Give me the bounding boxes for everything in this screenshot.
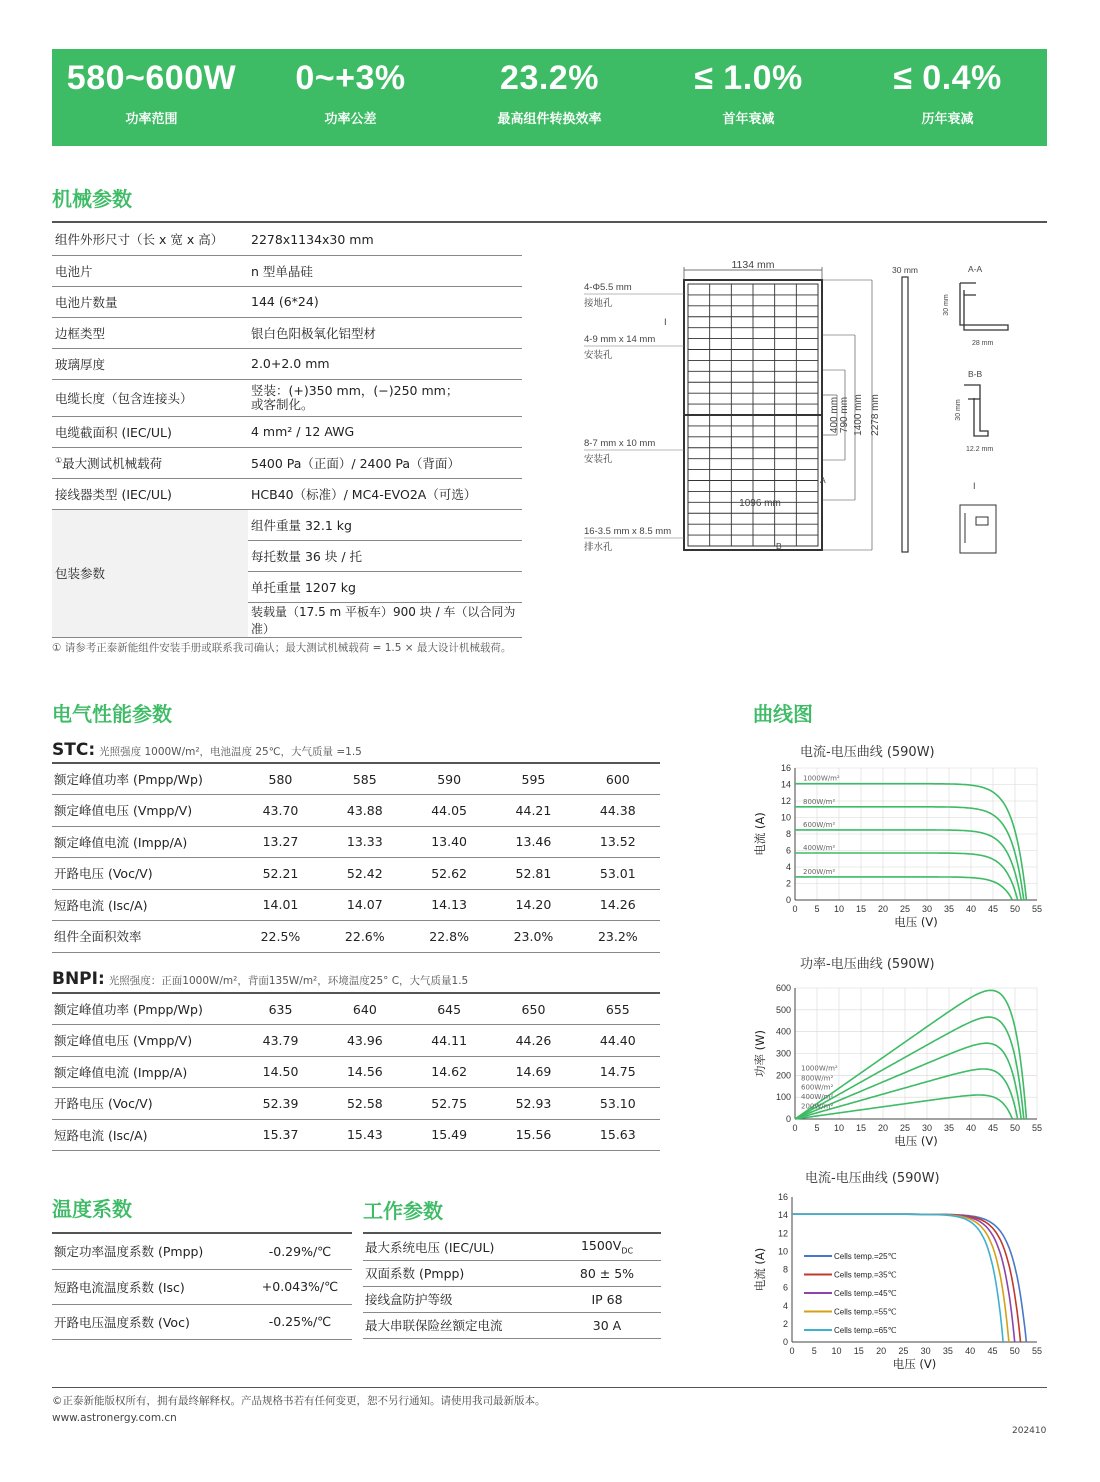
x-tick-label: 10 bbox=[831, 1346, 842, 1356]
row-value: HCB40（标准）/ MC4-EVO2A（可选） bbox=[248, 478, 522, 509]
row-key bbox=[52, 447, 248, 478]
row-value: 5400 Pa（正面）/ 2400 Pa（背面） bbox=[248, 447, 522, 478]
y-tick-label: 8 bbox=[782, 1264, 788, 1275]
document-code: 202410 bbox=[1012, 1426, 1047, 1436]
row-value bbox=[553, 1234, 661, 1260]
row-key: 短路电流 (Isc/A) bbox=[52, 889, 238, 921]
curves-heading: 曲线图 bbox=[753, 702, 813, 726]
y-axis-label: 电流 (A) bbox=[753, 812, 767, 856]
footnote-mark: ① bbox=[55, 455, 63, 465]
row-value: 14.69 bbox=[491, 1056, 575, 1088]
dimension-1400: 1400 mm bbox=[853, 394, 864, 436]
y-tick-label: 16 bbox=[777, 1192, 788, 1202]
table-row bbox=[52, 1025, 660, 1057]
x-tick-label: 45 bbox=[987, 1123, 999, 1133]
row-value: 585 bbox=[323, 763, 407, 795]
row-value: 15.56 bbox=[491, 1119, 575, 1151]
kpi-first-year-degradation bbox=[649, 49, 848, 146]
row-value: 4 mm² / 12 AWG bbox=[248, 416, 522, 447]
row-key: 电缆长度（包含连接头） bbox=[52, 379, 248, 416]
x-tick-label: 0 bbox=[792, 904, 798, 914]
x-tick-label: 30 bbox=[920, 1346, 931, 1356]
footer-divider bbox=[52, 1387, 1047, 1388]
stc-label: STC: bbox=[52, 740, 96, 760]
row-value: 23.0% bbox=[491, 921, 575, 953]
row-key: 电池片数量 bbox=[52, 286, 248, 317]
row-key: 短路电流温度系数 (Isc) bbox=[52, 1269, 248, 1304]
row-key: 组件全面积效率 bbox=[52, 921, 238, 953]
table-row bbox=[52, 1119, 660, 1151]
row-value: 14.07 bbox=[323, 889, 407, 921]
y-tick-label: 6 bbox=[782, 1282, 788, 1293]
row-value: 53.01 bbox=[576, 858, 660, 890]
table-row bbox=[52, 763, 660, 795]
mounting-hole-spec: 4-9 mm x 14 mm bbox=[584, 334, 656, 345]
row-value: 23.2% bbox=[576, 921, 660, 953]
y-tick-label: 8 bbox=[785, 829, 791, 839]
y-axis-label: 电流 (A) bbox=[753, 1247, 767, 1292]
x-tick-label: 40 bbox=[965, 1346, 976, 1356]
row-key: 电池片 bbox=[52, 255, 248, 286]
table-row bbox=[52, 858, 660, 890]
kpi-value: 23.2% bbox=[500, 59, 599, 97]
row-value: 640 bbox=[323, 993, 407, 1025]
series-label: 400W/m² bbox=[801, 1092, 834, 1101]
row-key: 开路电压 (Voc/V) bbox=[52, 1088, 238, 1120]
row-key: 开路电压 (Voc/V) bbox=[52, 858, 238, 890]
table-row bbox=[52, 286, 522, 317]
stc-table bbox=[52, 762, 660, 953]
bnpi-heading bbox=[52, 969, 468, 989]
row-key: 额定峰值电流 (Impp/A) bbox=[52, 1056, 238, 1088]
row-value: 52.39 bbox=[238, 1088, 322, 1120]
legend-entry: Cells temp.=45℃ bbox=[834, 1289, 897, 1298]
mounting-hole-label: 安装孔 bbox=[584, 350, 613, 361]
row-key: 额定峰值电压 (Vmpp/V) bbox=[52, 1025, 238, 1057]
x-tick-label: 0 bbox=[792, 1123, 798, 1133]
row-value bbox=[248, 379, 522, 416]
kpi-value: 0~+3% bbox=[295, 59, 406, 97]
y-tick-label: 10 bbox=[780, 812, 791, 823]
row-value: 30 A bbox=[553, 1312, 661, 1338]
row-key: 玻璃厚度 bbox=[52, 348, 248, 379]
section-mark-a: A bbox=[820, 475, 826, 485]
section-aa-height: 30 mm bbox=[943, 294, 950, 316]
width-dimension: 1134 mm bbox=[731, 259, 775, 271]
table-row bbox=[52, 1088, 660, 1120]
row-key: 额定峰值电流 (Impp/A) bbox=[52, 826, 238, 858]
row-value: 22.6% bbox=[323, 921, 407, 953]
panel-grid bbox=[684, 280, 822, 550]
row-value-line: 竖装：(+)350 mm，(−)250 mm； bbox=[251, 382, 459, 398]
table-row bbox=[52, 826, 660, 858]
row-value: 15.63 bbox=[576, 1119, 660, 1151]
table-row bbox=[52, 255, 522, 286]
kpi-label: 历年衰减 bbox=[921, 112, 974, 127]
table-row bbox=[52, 921, 660, 953]
section-mark-b: B bbox=[776, 541, 782, 551]
x-axis-label: 电压 (V) bbox=[894, 915, 938, 929]
y-tick-label: 14 bbox=[777, 1210, 788, 1221]
electrical-heading: 电气性能参数 bbox=[52, 702, 172, 726]
x-tick-label: 45 bbox=[987, 1346, 998, 1356]
x-tick-label: 50 bbox=[1009, 1123, 1021, 1133]
divider bbox=[52, 221, 1047, 223]
x-tick-label: 35 bbox=[942, 1346, 953, 1356]
x-tick-label: 5 bbox=[811, 1346, 817, 1356]
x-tick-label: 30 bbox=[921, 1123, 933, 1133]
row-value: n 型单晶硅 bbox=[248, 255, 522, 286]
detail-mark-i: I bbox=[664, 317, 667, 328]
x-tick-label: 40 bbox=[965, 1123, 977, 1133]
table-row bbox=[52, 509, 522, 540]
section-bb-height: 30 mm bbox=[955, 399, 962, 421]
row-value: 13.33 bbox=[323, 826, 407, 858]
module-drawing bbox=[580, 255, 1040, 560]
row-value: 44.40 bbox=[576, 1025, 660, 1057]
bnpi-table bbox=[52, 992, 660, 1151]
kpi-label: 功率范围 bbox=[125, 112, 178, 127]
bnpi-label: BNPI: bbox=[52, 969, 105, 989]
grounding-hole-label: 接地孔 bbox=[584, 298, 613, 309]
packing-value: 装载量（17.5 m 平板车）900 块 / 车（以合同为准） bbox=[248, 602, 522, 637]
table-row bbox=[52, 224, 522, 255]
y-tick-label: 0 bbox=[785, 895, 791, 905]
packing-label: 包装参数 bbox=[52, 509, 248, 637]
row-value: 14.01 bbox=[238, 889, 322, 921]
table-row bbox=[52, 416, 522, 447]
row-value: 13.40 bbox=[407, 826, 491, 858]
section-aa-width: 28 mm bbox=[972, 340, 994, 347]
iv-chart-irradiance bbox=[752, 760, 1047, 942]
x-tick-label: 40 bbox=[965, 904, 977, 914]
legend-entry: Cells temp.=65℃ bbox=[834, 1326, 897, 1335]
kpi-power-range bbox=[52, 49, 251, 146]
row-key: 短路电流 (Isc/A) bbox=[52, 1119, 238, 1151]
packing-value: 组件重量 32.1 kg bbox=[248, 509, 522, 540]
series-label: 1000W/m² bbox=[803, 774, 840, 783]
legend-entry: Cells temp.=35℃ bbox=[834, 1270, 897, 1280]
row-value: 655 bbox=[576, 993, 660, 1025]
row-value: 13.27 bbox=[238, 826, 322, 858]
table-row bbox=[52, 795, 660, 827]
x-tick-label: 20 bbox=[877, 904, 889, 914]
row-value: 14.75 bbox=[576, 1056, 660, 1088]
table-row bbox=[52, 348, 522, 379]
x-tick-label: 15 bbox=[855, 904, 867, 914]
table-row bbox=[52, 1234, 352, 1269]
row-value: 53.10 bbox=[576, 1088, 660, 1120]
row-value: 43.79 bbox=[238, 1025, 322, 1057]
y-tick-label: 300 bbox=[775, 1048, 791, 1059]
website-link[interactable]: www.astronergy.com.cn bbox=[52, 1412, 177, 1424]
y-tick-label: 0 bbox=[782, 1337, 788, 1347]
row-value: 52.93 bbox=[491, 1088, 575, 1120]
mounting-hole-label-2: 安装孔 bbox=[584, 454, 613, 465]
table-row bbox=[52, 889, 660, 921]
row-value: 43.88 bbox=[323, 795, 407, 827]
iv-chart-temperature bbox=[752, 1188, 1047, 1380]
kpi-banner bbox=[52, 49, 1047, 146]
series-line bbox=[795, 830, 1021, 900]
row-key: 额定峰值电压 (Vmpp/V) bbox=[52, 795, 238, 827]
pv-chart-irradiance bbox=[752, 980, 1047, 1155]
row-value: 13.52 bbox=[576, 826, 660, 858]
table-row bbox=[52, 993, 660, 1025]
row-value: 15.37 bbox=[238, 1119, 322, 1151]
chart-title: 电流-电压曲线 (590W) bbox=[805, 1171, 940, 1186]
stc-conditions: 光照强度 1000W/m²，电池温度 25℃，大气质量 =1.5 bbox=[99, 746, 362, 758]
x-tick-label: 50 bbox=[1009, 1346, 1020, 1356]
y-tick-label: 6 bbox=[785, 845, 791, 856]
detail-i-label: I bbox=[973, 481, 976, 491]
legend-entry: Cells temp.=25℃ bbox=[834, 1252, 897, 1261]
row-value: 52.75 bbox=[407, 1088, 491, 1120]
table-row bbox=[363, 1286, 661, 1312]
side-view bbox=[902, 277, 908, 552]
x-tick-label: 15 bbox=[855, 1123, 867, 1133]
stc-heading bbox=[52, 740, 362, 760]
dimension-790: 790 mm bbox=[839, 396, 850, 434]
y-tick-label: 200 bbox=[775, 1070, 791, 1081]
row-value: 43.70 bbox=[238, 795, 322, 827]
row-value: 600 bbox=[576, 763, 660, 795]
row-key: 额定峰值功率 (Pmpp/Wp) bbox=[52, 993, 238, 1025]
kpi-label: 首年衰减 bbox=[722, 112, 775, 127]
x-tick-label: 50 bbox=[1009, 904, 1021, 914]
row-value: 44.26 bbox=[491, 1025, 575, 1057]
row-value: 650 bbox=[491, 993, 575, 1025]
y-tick-label: 12 bbox=[777, 1228, 788, 1239]
row-key: 最大系统电压 (IEC/UL) bbox=[363, 1234, 553, 1260]
table-row bbox=[52, 317, 522, 348]
series-label: 400W/m² bbox=[803, 843, 836, 852]
dimension-400: 400 mm bbox=[829, 396, 840, 434]
row-key: 接线器类型 (IEC/UL) bbox=[52, 478, 248, 509]
kpi-annual-degradation bbox=[848, 49, 1047, 146]
x-tick-label: 0 bbox=[789, 1346, 795, 1356]
row-value: 580 bbox=[238, 763, 322, 795]
y-tick-label: 14 bbox=[780, 779, 791, 790]
section-bb-width: 12.2 mm bbox=[966, 446, 994, 453]
series-line bbox=[792, 1214, 1009, 1342]
row-value: IP 68 bbox=[553, 1286, 661, 1312]
row-value: 22.8% bbox=[407, 921, 491, 953]
series-line bbox=[792, 1214, 1003, 1342]
row-value: 52.62 bbox=[407, 858, 491, 890]
table-row bbox=[363, 1234, 661, 1260]
section-bb-label: B-B bbox=[968, 369, 983, 379]
legend-entry: Cells temp.=55℃ bbox=[834, 1307, 897, 1317]
series-label: 800W/m² bbox=[801, 1074, 834, 1083]
x-tick-label: 55 bbox=[1031, 904, 1043, 914]
series-label: 1000W/m² bbox=[801, 1064, 838, 1073]
detail-i-drawing bbox=[960, 505, 996, 553]
x-tick-label: 25 bbox=[899, 904, 911, 914]
side-thickness: 30 mm bbox=[892, 265, 918, 275]
section-bb-profile bbox=[964, 385, 988, 436]
series-label: 600W/m² bbox=[803, 820, 836, 829]
row-value: 14.26 bbox=[576, 889, 660, 921]
chart-title: 电流-电压曲线 (590W) bbox=[800, 745, 935, 760]
row-value: -0.25%/℃ bbox=[248, 1304, 352, 1339]
x-tick-label: 35 bbox=[943, 904, 955, 914]
x-tick-label: 10 bbox=[833, 904, 845, 914]
row-value: 144 (6*24) bbox=[248, 286, 522, 317]
table-row bbox=[363, 1312, 661, 1338]
row-key: 接线盒防护等级 bbox=[363, 1286, 553, 1312]
y-axis-label: 功率 (W) bbox=[753, 1030, 767, 1077]
x-tick-label: 20 bbox=[877, 1123, 889, 1133]
row-value: 43.96 bbox=[323, 1025, 407, 1057]
kpi-power-tolerance bbox=[251, 49, 450, 146]
series-label: 200W/m² bbox=[803, 867, 836, 876]
x-tick-label: 35 bbox=[943, 1123, 955, 1133]
row-value: 14.62 bbox=[407, 1056, 491, 1088]
row-value: 44.11 bbox=[407, 1025, 491, 1057]
y-tick-label: 0 bbox=[785, 1114, 791, 1124]
y-tick-label: 100 bbox=[775, 1092, 791, 1103]
x-tick-label: 55 bbox=[1031, 1123, 1043, 1133]
drain-hole-spec: 16-3.5 mm x 8.5 mm bbox=[584, 526, 672, 537]
row-value: 2.0+2.0 mm bbox=[248, 348, 522, 379]
kpi-label: 最高组件转换效率 bbox=[497, 112, 602, 127]
row-value: 14.20 bbox=[491, 889, 575, 921]
y-tick-label: 12 bbox=[780, 796, 791, 806]
mechanical-table bbox=[52, 224, 522, 638]
row-value: 52.58 bbox=[323, 1088, 407, 1120]
x-tick-label: 15 bbox=[853, 1346, 864, 1356]
row-value: 645 bbox=[407, 993, 491, 1025]
row-value: -0.29%/℃ bbox=[248, 1234, 352, 1269]
row-value: 44.38 bbox=[576, 795, 660, 827]
y-tick-label: 2 bbox=[785, 878, 791, 889]
y-tick-label: 600 bbox=[775, 983, 791, 993]
temperature-table bbox=[52, 1234, 352, 1340]
row-value: 595 bbox=[491, 763, 575, 795]
x-tick-label: 25 bbox=[899, 1123, 911, 1133]
row-value: 14.56 bbox=[323, 1056, 407, 1088]
table-row bbox=[52, 379, 522, 416]
drain-hole-label: 排水孔 bbox=[584, 542, 613, 553]
row-value-text: 1500V bbox=[580, 1238, 622, 1253]
row-value: 15.49 bbox=[407, 1119, 491, 1151]
x-tick-label: 45 bbox=[987, 904, 999, 914]
kpi-value: ≤ 1.0% bbox=[694, 59, 803, 97]
table-row bbox=[52, 478, 522, 509]
x-tick-label: 5 bbox=[814, 904, 820, 914]
row-value: 52.81 bbox=[491, 858, 575, 890]
row-key-text: 最大测试机械载荷 bbox=[62, 455, 163, 471]
table-row bbox=[52, 447, 522, 478]
row-key: 额定功率温度系数 (Pmpp) bbox=[52, 1234, 248, 1269]
row-value-unit: DC bbox=[621, 1246, 634, 1256]
row-key: 最大串联保险丝额定电流 bbox=[363, 1312, 553, 1338]
row-key: 组件外形尺寸（长 x 宽 x 高） bbox=[52, 224, 248, 255]
series-label: 600W/m² bbox=[801, 1083, 834, 1092]
row-value: 52.42 bbox=[323, 858, 407, 890]
copyright: ©正泰新能版权所有，拥有最终解释权。产品规格书若有任何变更，恕不另行通知。请使用我司最新版本。 bbox=[52, 1395, 546, 1407]
table-row bbox=[52, 1269, 352, 1304]
row-value: 2278x1134x30 mm bbox=[248, 224, 522, 255]
operating-table bbox=[363, 1234, 661, 1339]
kpi-label: 功率公差 bbox=[324, 112, 377, 127]
row-value: 14.50 bbox=[238, 1056, 322, 1088]
row-value: +0.043%/℃ bbox=[248, 1269, 352, 1304]
packing-value: 单托重量 1207 kg bbox=[248, 571, 522, 602]
row-key: 额定峰值功率 (Pmpp/Wp) bbox=[52, 763, 238, 795]
dimension-2278: 2278 mm bbox=[870, 394, 881, 436]
section-aa-label: A-A bbox=[968, 264, 983, 274]
row-value: 15.43 bbox=[323, 1119, 407, 1151]
table-row bbox=[52, 1056, 660, 1088]
row-value: 52.21 bbox=[238, 858, 322, 890]
row-value: 银白色阳极氧化铝型材 bbox=[248, 317, 522, 348]
chart-title: 功率-电压曲线 (590W) bbox=[800, 957, 935, 972]
temperature-heading: 温度系数 bbox=[52, 1197, 132, 1221]
row-value: 13.46 bbox=[491, 826, 575, 858]
row-key: 双面系数 (Pmpp) bbox=[363, 1260, 553, 1286]
series-label: 200W/m² bbox=[801, 1102, 834, 1111]
y-tick-label: 500 bbox=[775, 1004, 791, 1015]
row-value-line: 或客制化。 bbox=[251, 396, 314, 412]
table-row bbox=[52, 1304, 352, 1339]
row-value: 635 bbox=[238, 993, 322, 1025]
footnote: ① 请参考正泰新能组件安装手册或联系我司确认；最大测试机械载荷 = 1.5 × 最大设计机械载荷。 bbox=[52, 642, 512, 654]
row-value: 22.5% bbox=[238, 921, 322, 953]
series-label: 800W/m² bbox=[803, 797, 836, 806]
x-tick-label: 20 bbox=[876, 1346, 887, 1356]
mounting-hole-spec-2: 8-7 mm x 10 mm bbox=[584, 438, 656, 449]
y-tick-label: 2 bbox=[782, 1318, 788, 1329]
kpi-value: 580~600W bbox=[66, 59, 237, 97]
y-tick-label: 10 bbox=[777, 1246, 788, 1257]
inner-dimension: 1096 mm bbox=[739, 498, 781, 509]
section-aa-profile bbox=[960, 283, 1008, 330]
x-tick-label: 10 bbox=[833, 1123, 845, 1133]
row-value: 44.05 bbox=[407, 795, 491, 827]
y-tick-label: 4 bbox=[785, 862, 791, 872]
y-tick-label: 400 bbox=[775, 1026, 791, 1037]
row-key: 边框类型 bbox=[52, 317, 248, 348]
grounding-hole-spec: 4-Φ5.5 mm bbox=[584, 282, 632, 293]
row-key: 电缆截面积 (IEC/UL) bbox=[52, 416, 248, 447]
table-row bbox=[363, 1260, 661, 1286]
series-line bbox=[795, 877, 1012, 900]
mechanical-heading: 机械参数 bbox=[52, 187, 132, 211]
x-axis-label: 电压 (V) bbox=[894, 1134, 938, 1148]
bnpi-conditions: 光照强度：正面1000W/m²，背面135W/m²，环境温度25° C，大气质量1.5 bbox=[108, 975, 469, 987]
y-tick-label: 16 bbox=[780, 763, 791, 773]
kpi-value: ≤ 0.4% bbox=[893, 59, 1002, 97]
y-tick-label: 4 bbox=[782, 1300, 788, 1311]
x-tick-label: 25 bbox=[898, 1346, 909, 1356]
packing-value: 每托数量 36 块 / 托 bbox=[248, 540, 522, 571]
row-key: 开路电压温度系数 (Voc) bbox=[52, 1304, 248, 1339]
x-tick-label: 30 bbox=[921, 904, 933, 914]
operating-heading: 工作参数 bbox=[363, 1199, 443, 1223]
row-value: 44.21 bbox=[491, 795, 575, 827]
kpi-efficiency bbox=[450, 49, 649, 146]
row-value: 590 bbox=[407, 763, 491, 795]
x-tick-label: 55 bbox=[1031, 1346, 1043, 1356]
x-tick-label: 5 bbox=[814, 1123, 820, 1133]
row-value: 80 ± 5% bbox=[553, 1260, 661, 1286]
x-axis-label: 电压 (V) bbox=[892, 1357, 937, 1371]
row-value: 14.13 bbox=[407, 889, 491, 921]
